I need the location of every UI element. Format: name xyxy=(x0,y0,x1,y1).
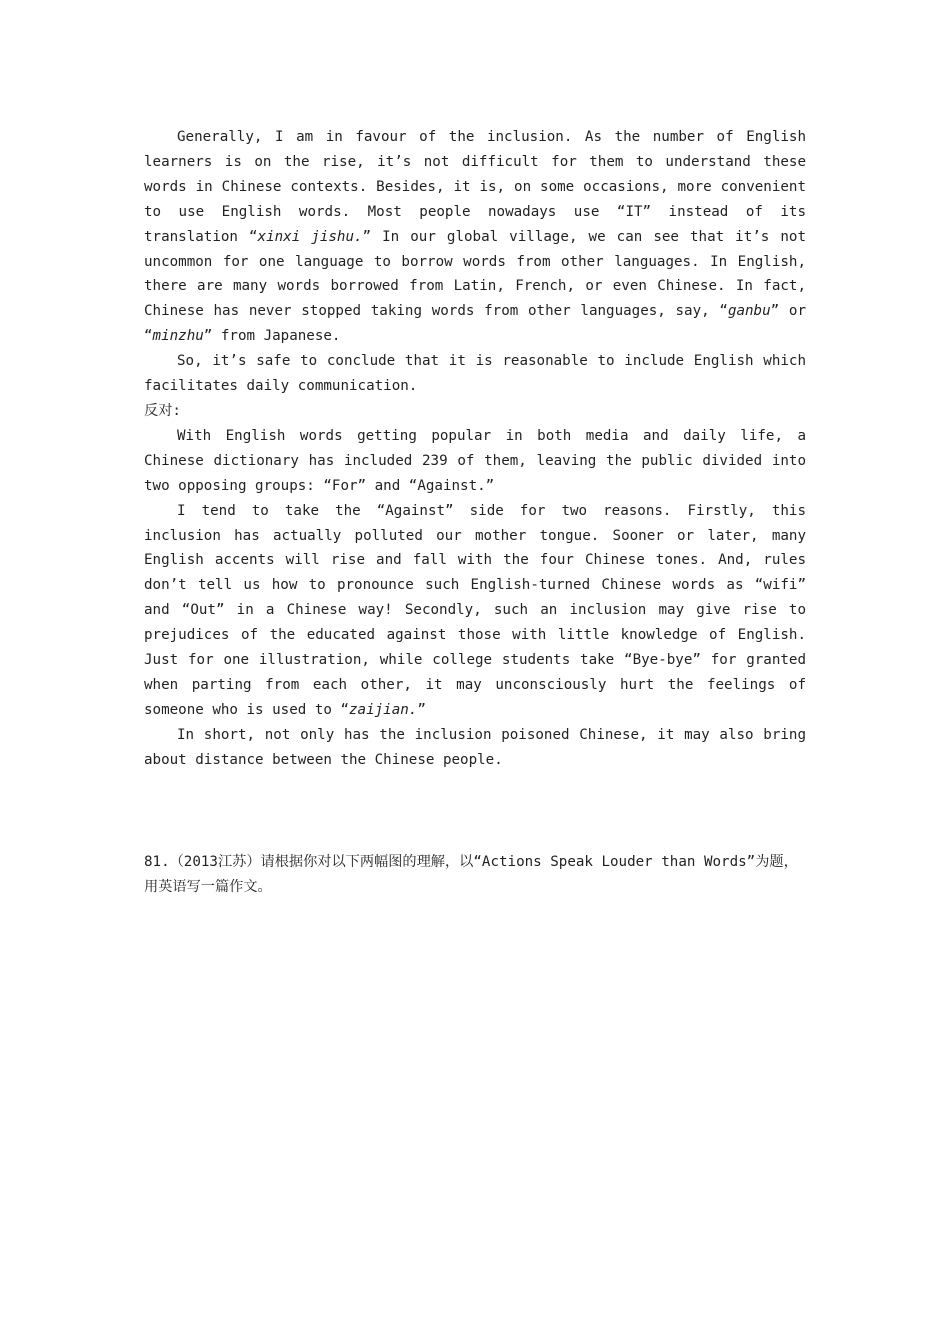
text-run: Generally, I am in favour of the inclusion. As the number of English learners is on the rise, it’s not difficult for them to understand these words in Chinese contexts. Besides, it is, on some occasions, more convenient to use English words. Most people nowadays use “IT” instead of its translation “ xyxy=(144,129,806,245)
text-run: ” from Japanese. xyxy=(203,328,341,345)
italic-term: ganbu xyxy=(727,303,771,320)
for-paragraph-2: So, it’s safe to conclude that it is reasonable to include English which facilitates daily communication. xyxy=(144,353,806,395)
italic-term: zaijian. xyxy=(349,701,418,718)
against-paragraph-1: With English words getting popular in both media and daily life, a Chinese dictionary has included 239 of them, leaving the public divided into two opposing groups: “For” and “Against.” xyxy=(144,427,806,494)
for-paragraph-1 xyxy=(144,125,806,349)
text-run: ” or “ xyxy=(144,303,806,345)
text-run: I tend to take the “Against” side for two reasons. Firstly, this inclusion has actually polluted our mother tongue. Sooner or later, many English accents will rise and fall with the four Chinese tones. And, rules don’t tell us how to pronounce such English-turned Chinese words as “wifi” and “Out” in a Chinese way! Secondly, such an inclusion may give rise to prejudices of the educated against those with little knowledge of English. Just for one illustration, while college students take “Bye-bye” for granted when parting from each other, it may unconsciously hurt the feelings of someone who is used to “ xyxy=(144,502,806,718)
against-paragraph-3: In short, not only has the inclusion poisoned Chinese, it may also bring about distance between the Chinese people. xyxy=(144,726,806,768)
essay-body xyxy=(144,125,806,773)
text-run: ” In our global village, we can see that it’s not uncommon for one language to borrow words from other languages. In English, there are many words borrowed from Latin, French, or even Chinese. In fact, Chinese has never stopped taking words from other languages, say, “ xyxy=(144,228,807,320)
italic-term: minzhu xyxy=(152,328,204,345)
against-paragraph-2 xyxy=(144,499,806,723)
text-run: ” xyxy=(417,701,426,718)
italic-term: xinxi jishu. xyxy=(257,228,363,245)
question-block xyxy=(144,850,806,900)
question-text: 81.（2013江苏）请根据你对以下两幅图的理解，以“Actions Speak Louder than Words”为题，用英语写一篇作文。 xyxy=(144,854,798,895)
against-heading: 反对: xyxy=(144,402,181,419)
